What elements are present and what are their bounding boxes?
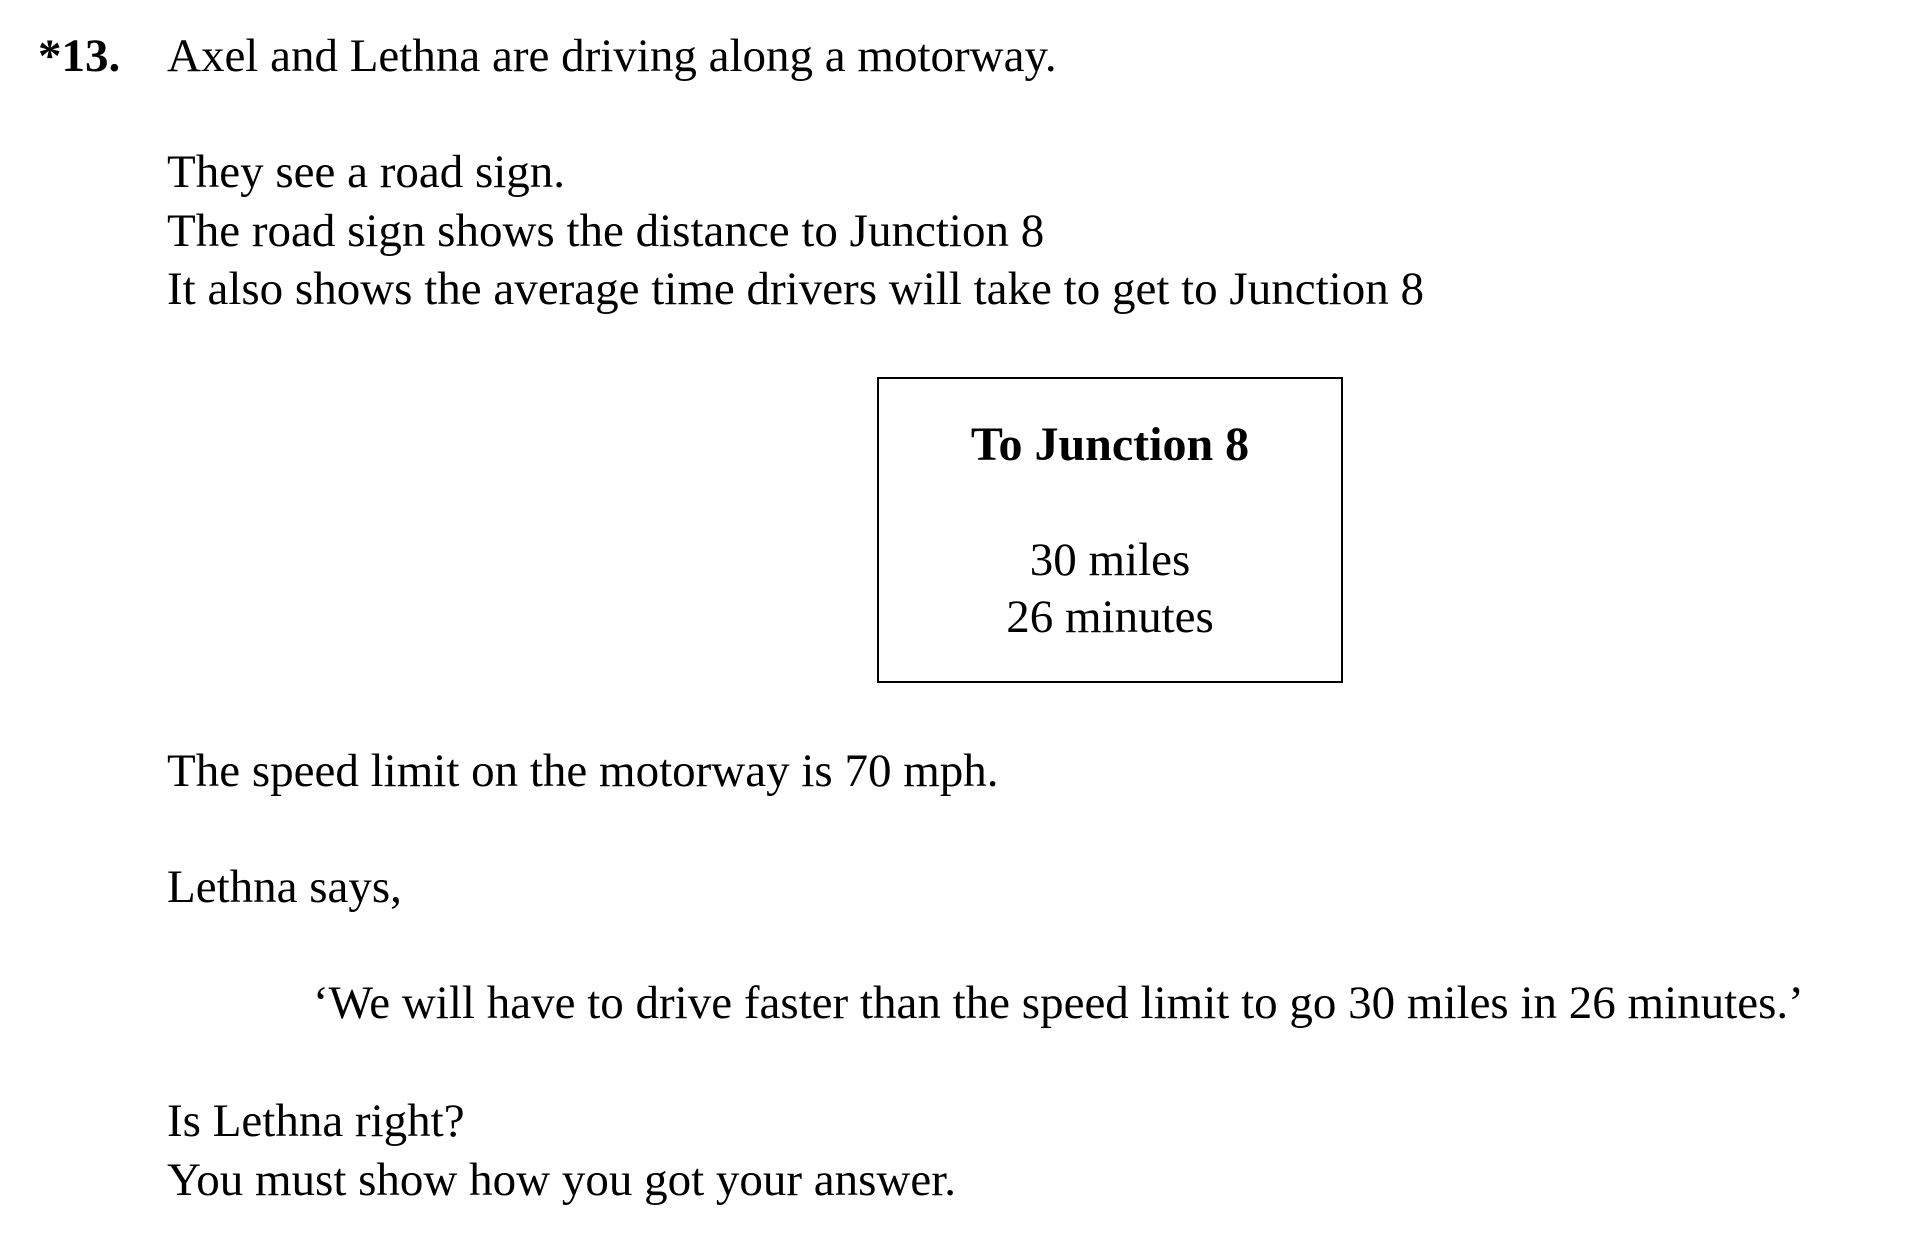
- prompt-line: Is Lethna right?: [167, 1095, 465, 1147]
- road-sign: [877, 377, 1343, 683]
- prompt-line: You must show how you got your answer.: [167, 1154, 957, 1206]
- sign-intro-line: The road sign shows the distance to Junction 8: [167, 205, 1045, 257]
- sign-intro-line: They see a road sign.: [167, 146, 566, 198]
- question-intro: Axel and Lethna are driving along a motorway.: [167, 30, 1057, 82]
- road-sign-title: To Junction 8: [970, 418, 1250, 471]
- sign-intro-line: It also shows the average time drivers will take to get to Junction 8: [167, 263, 1424, 315]
- speaker-text: Lethna says,: [167, 861, 402, 913]
- road-sign-distance: 30 miles: [1029, 534, 1191, 586]
- question-number: *13.: [38, 30, 121, 82]
- lethna-quote: ‘We will have to drive faster than the speed limit to go 30 miles in 26 minutes.’: [313, 977, 1804, 1029]
- speed-limit-text: The speed limit on the motorway is 70 mph.: [167, 745, 999, 797]
- road-sign-time: 26 minutes: [1006, 591, 1214, 643]
